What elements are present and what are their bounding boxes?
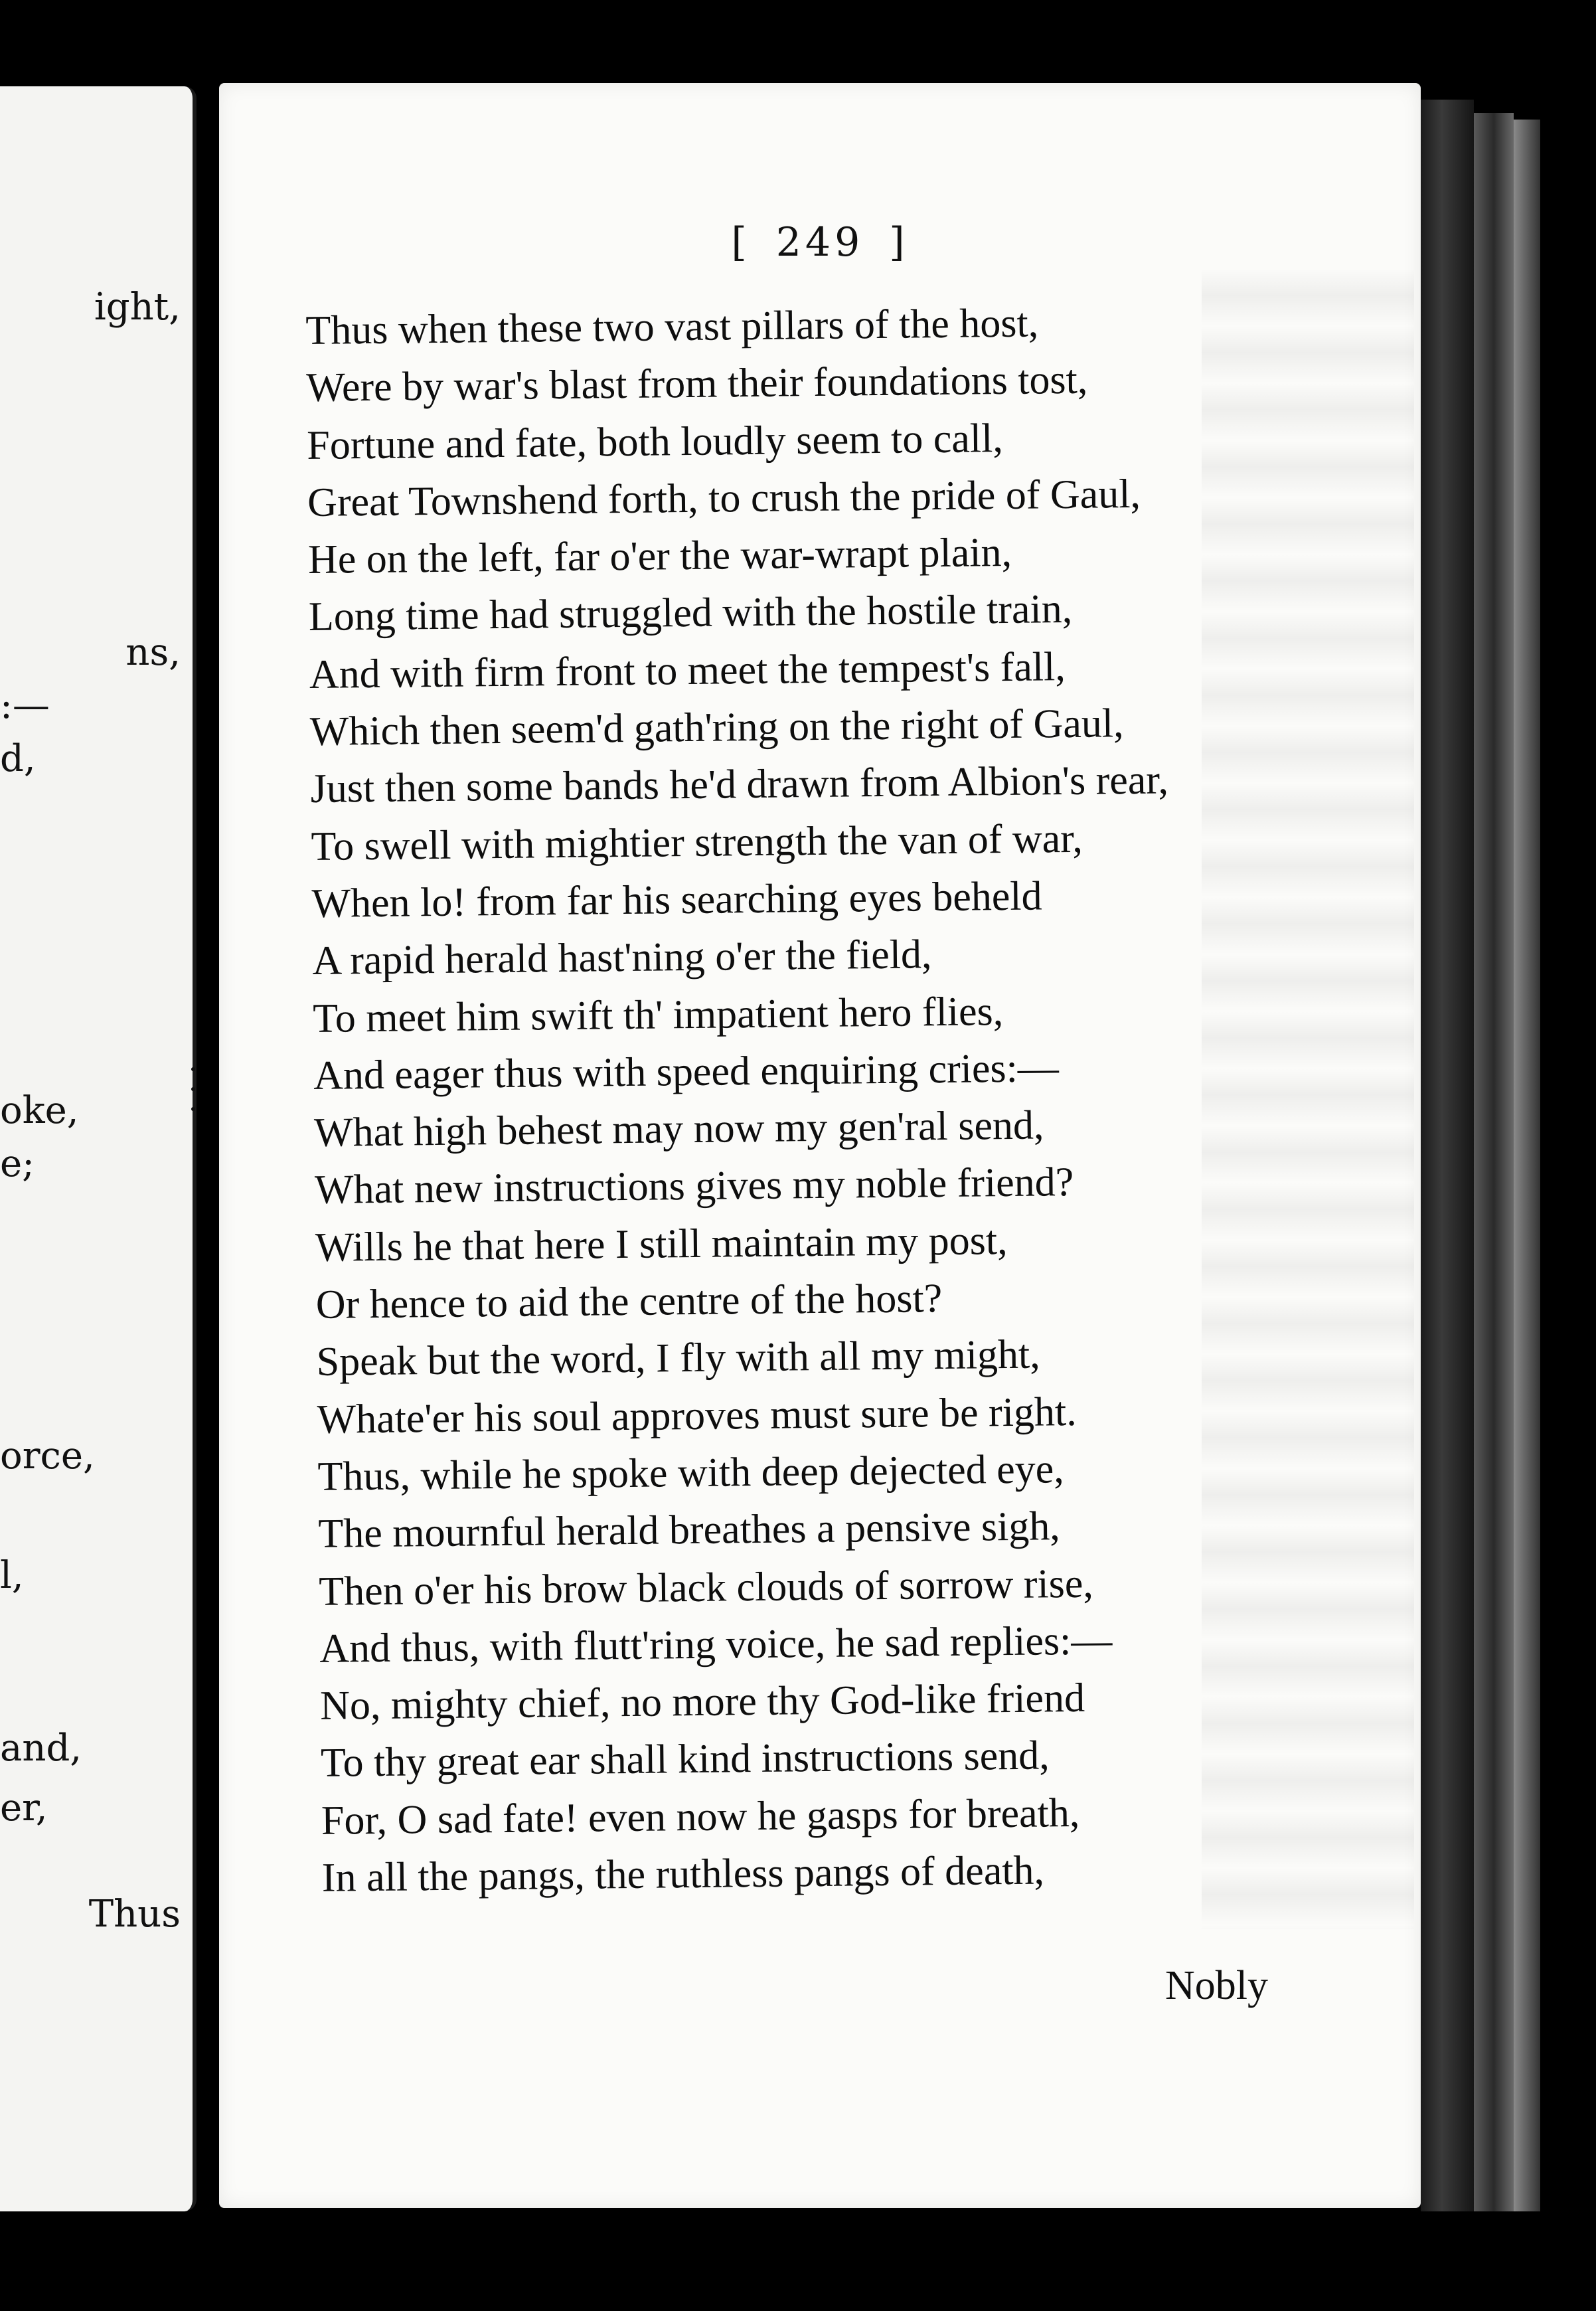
catchword: Nobly — [1165, 1963, 1268, 2008]
page-number-value: 249 — [775, 219, 864, 266]
verse-line: To thy great ear shall kind instructions send, — [320, 1733, 1050, 1786]
verse-line: To meet him swift th' impatient hero flies, — [312, 988, 1004, 1041]
left-page-fragment: er, — [0, 1786, 48, 1830]
left-page-fragment: :— — [0, 684, 50, 727]
left-page-fragment: Thus — [88, 1893, 181, 1936]
verse-line: He on the left, far o'er the war-wrapt plain, — [307, 530, 1012, 583]
poem-verse — [305, 292, 1331, 1907]
left-page-fragment: oke, — [0, 1089, 79, 1132]
margin-marks — [190, 1063, 197, 1122]
verse-line: A rapid herald hast'ning o'er the field, — [312, 932, 932, 984]
verse-line: To swell with mightier strength the van of war, — [311, 815, 1083, 869]
verse-line: Thus, while he spoke with deep dejected eye, — [317, 1446, 1065, 1499]
left-page-fragment: l, — [0, 1554, 24, 1597]
left-page-fragment: and, — [0, 1727, 82, 1770]
verse-line: Or hence to aid the centre of the host? — [315, 1276, 943, 1327]
verse-line: For, O sad fate! even now he gasps for breath, — [321, 1790, 1080, 1843]
verse-line: Long time had struggled with the hostile train, — [308, 586, 1073, 640]
binding-edge — [1421, 100, 1474, 2211]
verse-line: Were by war's blast from their foundations tost, — [305, 357, 1088, 411]
verse-line: When lo! from far his searching eyes beheld — [311, 873, 1042, 926]
verse-line: Wills he that here I still maintain my post, — [315, 1217, 1008, 1270]
page-stack-edge — [1474, 113, 1514, 2211]
verse-line: Thus when these two vast pillars of the host, — [305, 300, 1039, 353]
verse-line: Great Townshend forth, to crush the pride of Gaul, — [307, 471, 1141, 525]
verse-line: Then o'er his brow black clouds of sorrow rise, — [318, 1561, 1094, 1614]
verse-line: Speak but the word, I fly with all my might, — [316, 1331, 1041, 1385]
verse-line: And with firm front to meet the tempest's fall, — [309, 643, 1066, 697]
bracket-close: ] — [889, 219, 909, 266]
verse-line: What new instructions gives my noble friend? — [314, 1159, 1074, 1213]
verse-line: Which then seem'd gath'ring on the right of Gaul, — [309, 701, 1124, 755]
verse-line: And eager thus with speed enquiring cries:— — [313, 1045, 1060, 1098]
verse-line: What high behest may now my gen'ral send, — [313, 1102, 1044, 1156]
bracket-open: [ — [731, 219, 751, 266]
left-page-fragment: d, — [0, 737, 36, 780]
verse-line: The mournful herald breathes a pensive sigh, — [318, 1503, 1061, 1557]
verse-line: In all the pangs, the ruthless pangs of death, — [321, 1847, 1045, 1901]
verse-line: Fortune and fate, both loudly seem to call, — [306, 415, 1004, 468]
verse-line: Whate'er his soul approves must sure be right. — [317, 1389, 1077, 1442]
left-page-fragment: orce, — [0, 1434, 95, 1478]
left-page-fragment: e; — [0, 1142, 35, 1185]
book-page — [219, 83, 1421, 2208]
page-number — [219, 219, 1421, 266]
verse-line: Just then some bands he'd drawn from Albion's rear, — [310, 757, 1169, 812]
left-page-fragment: ns, — [125, 631, 181, 674]
verse-line: No, mighty chief, no more thy God-like friend — [319, 1675, 1085, 1729]
left-page-fragment: ight, — [94, 286, 181, 329]
cover-edge — [1514, 120, 1540, 2211]
verse-line: And thus, with flutt'ring voice, he sad replies:— — [319, 1618, 1113, 1671]
previous-page-edge — [0, 86, 197, 2211]
